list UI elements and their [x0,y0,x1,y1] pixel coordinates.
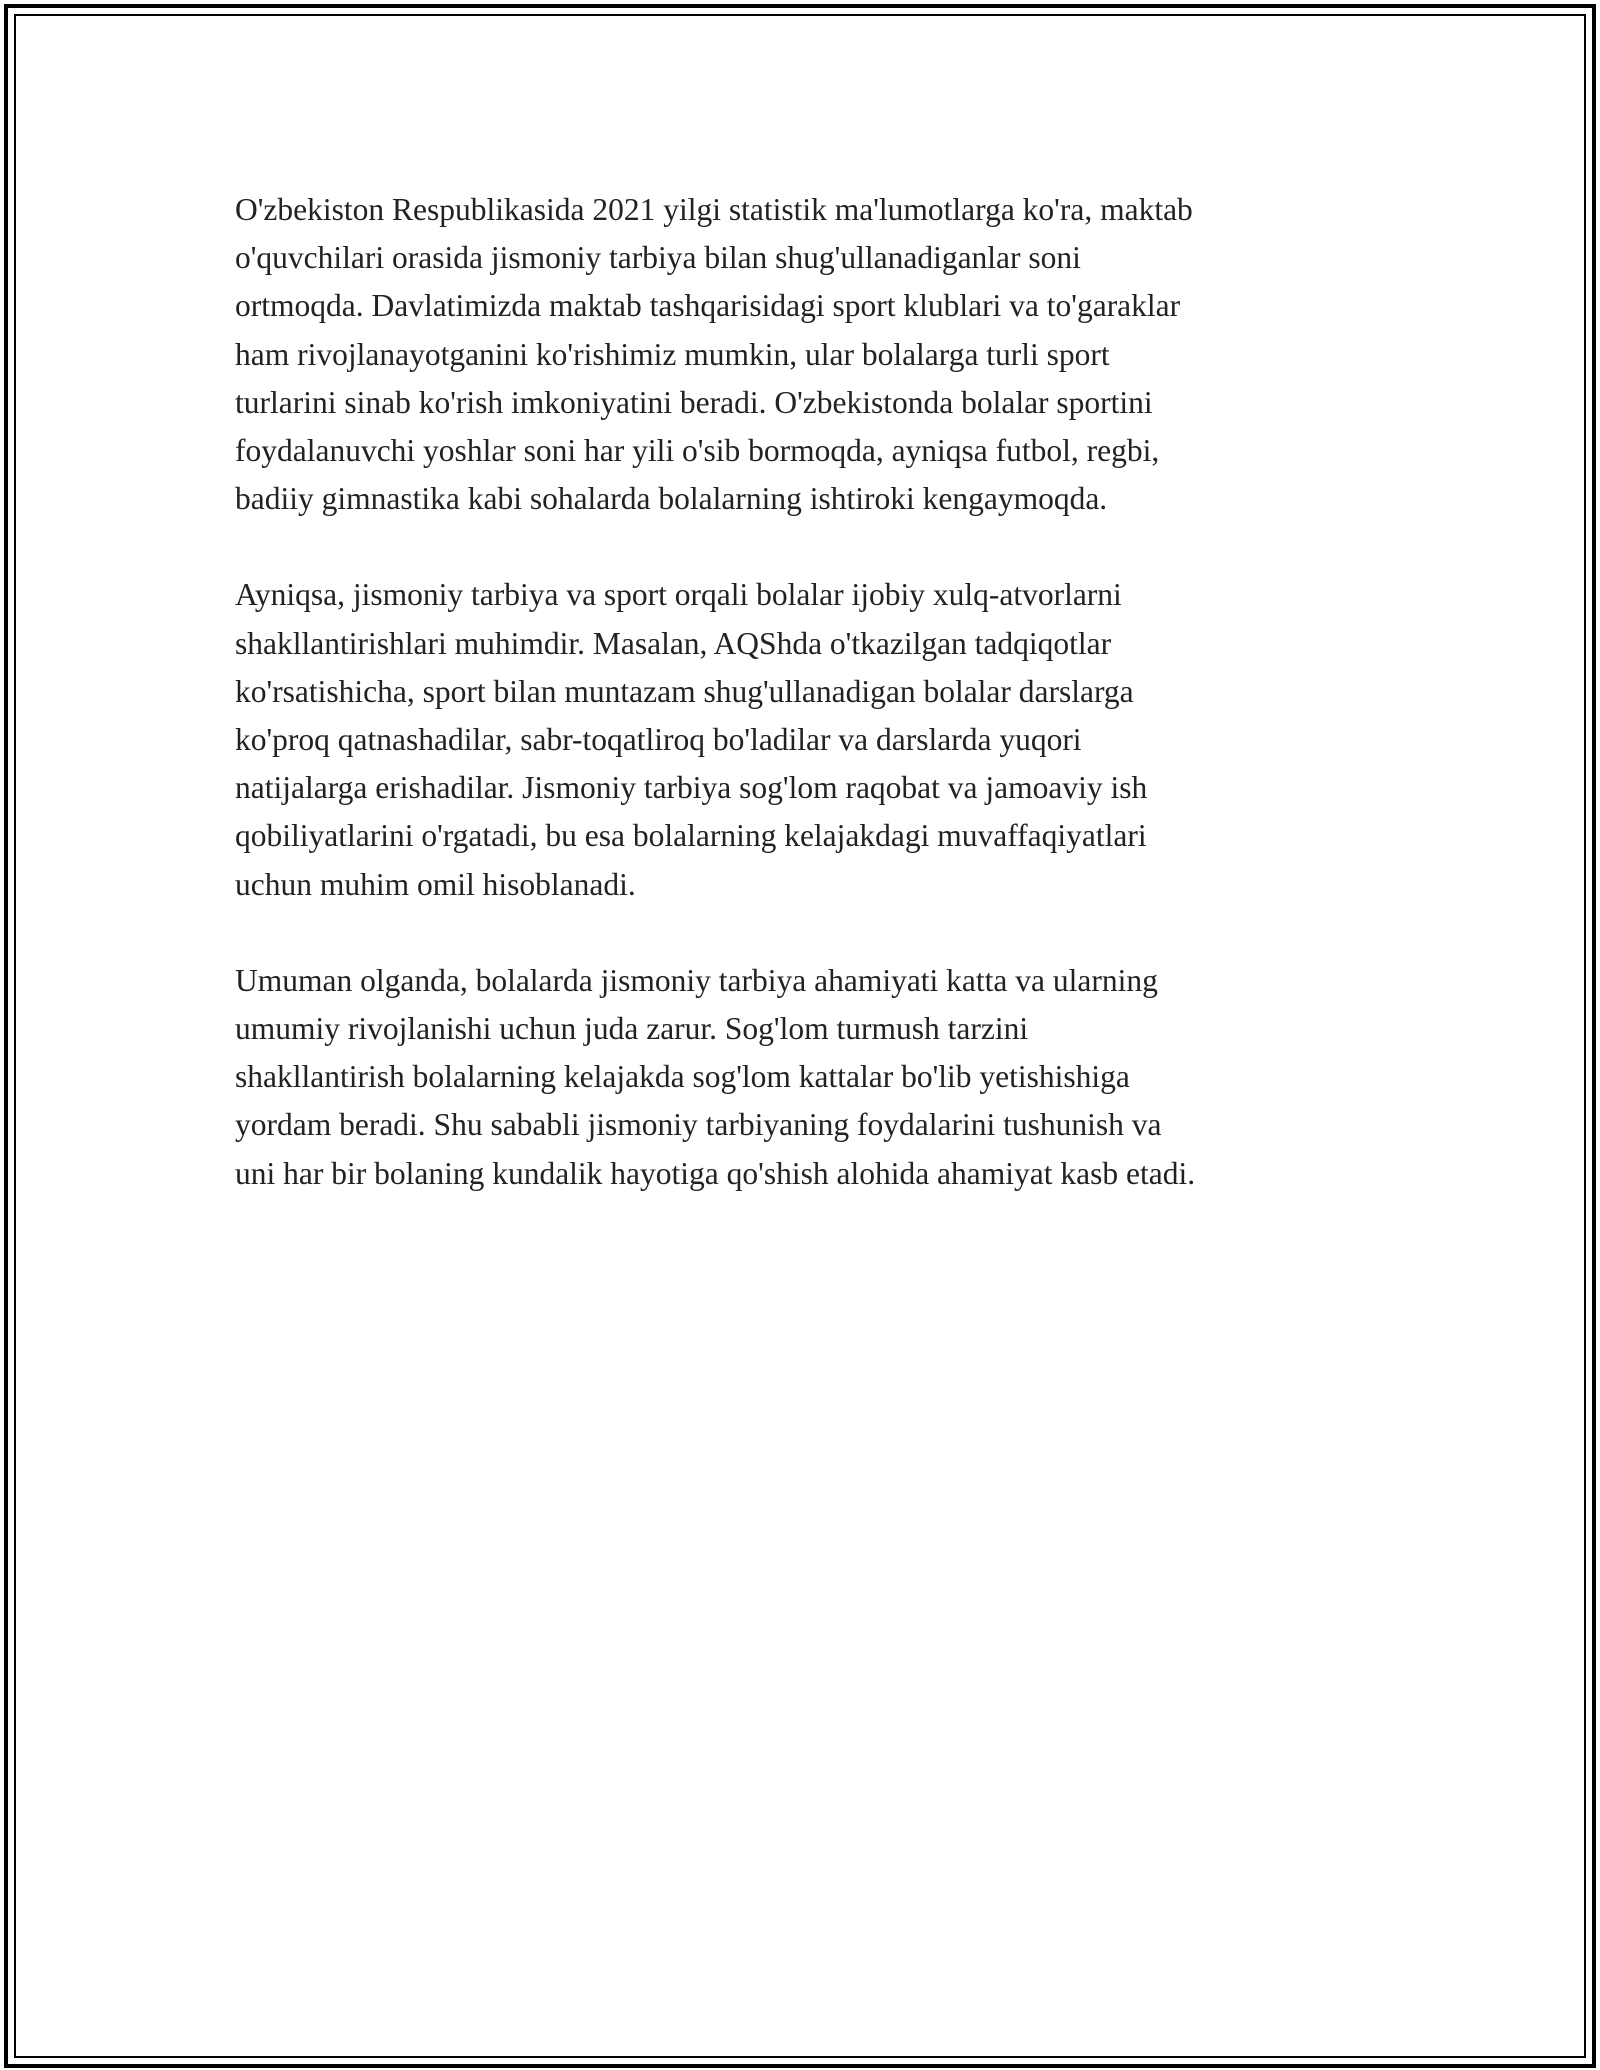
paragraph-line: qobiliyatlarini o'rgatadi, bu esa bolalarning kelajakdagi muvaffaqiyatlari [235,818,1147,854]
document-body [235,186,1365,1246]
paragraph-line: ko'rsatishicha, sport bilan muntazam shug'ullanadigan bolalar darslarga [235,673,1134,709]
paragraph-line: Umuman olganda, bolalarda jismoniy tarbiya ahamiyati katta va ularning [235,962,1158,998]
paragraph-line: natijalarga erishadilar. Jismoniy tarbiya sog'lom raqobat va jamoaviy ish [235,770,1148,806]
paragraph-line: umumiy rivojlanishi uchun juda zarur. Sog'lom turmush tarzini [235,1011,1029,1047]
paragraph-line: yordam beradi. Shu sababli jismoniy tarbiyaning foydalarini tushunish va [235,1107,1162,1143]
paragraph-line: turlarini sinab ko'rish imkoniyatini beradi. O'zbekistonda bolalar sportini [235,384,1153,420]
paragraph-line: ham rivojlanayotganini ko'rishimiz mumkin, ular bolalarga turli sport [235,336,1110,372]
paragraph-line: badiiy gimnastika kabi sohalarda bolalarning ishtiroki kengaymoqda. [235,481,1108,517]
paragraph-line: foydalanuvchi yoshlar soni har yili o'sib bormoqda, ayniqsa futbol, regbi, [235,433,1160,469]
paragraph-line: o'quvchilari orasida jismoniy tarbiya bilan shug'ullanadiganlar soni [235,240,1081,276]
paragraph-line: ko'proq qatnashadilar, sabr-toqatliroq bo'ladilar va darslarda yuqori [235,722,1082,758]
paragraph-2 [235,571,1365,908]
paragraph-line: shakllantirishlari muhimdir. Masalan, AQShda o'tkazilgan tadqiqotlar [235,625,1112,661]
paragraph-1 [235,186,1365,523]
paragraph-line: Ayniqsa, jismoniy tarbiya va sport orqali bolalar ijobiy xulq-atvorlarni [235,577,1122,613]
paragraph-line: O'zbekiston Respublikasida 2021 yilgi statistik ma'lumotlarga ko'ra, maktab [235,192,1193,227]
paragraph-line: uni har bir bolaning kundalik hayotiga qo'shish alohida ahamiyat kasb etadi. [235,1155,1196,1191]
paragraph-line: shakllantirish bolalarning kelajakda sog'lom kattalar bo'lib yetishishiga [235,1059,1130,1095]
paragraph-3 [235,957,1365,1198]
paragraph-line: uchun muhim omil hisoblanadi. [235,866,636,902]
paragraph-line: ortmoqda. Davlatimizda maktab tashqarisidagi sport klublari va to'garaklar [235,288,1181,324]
